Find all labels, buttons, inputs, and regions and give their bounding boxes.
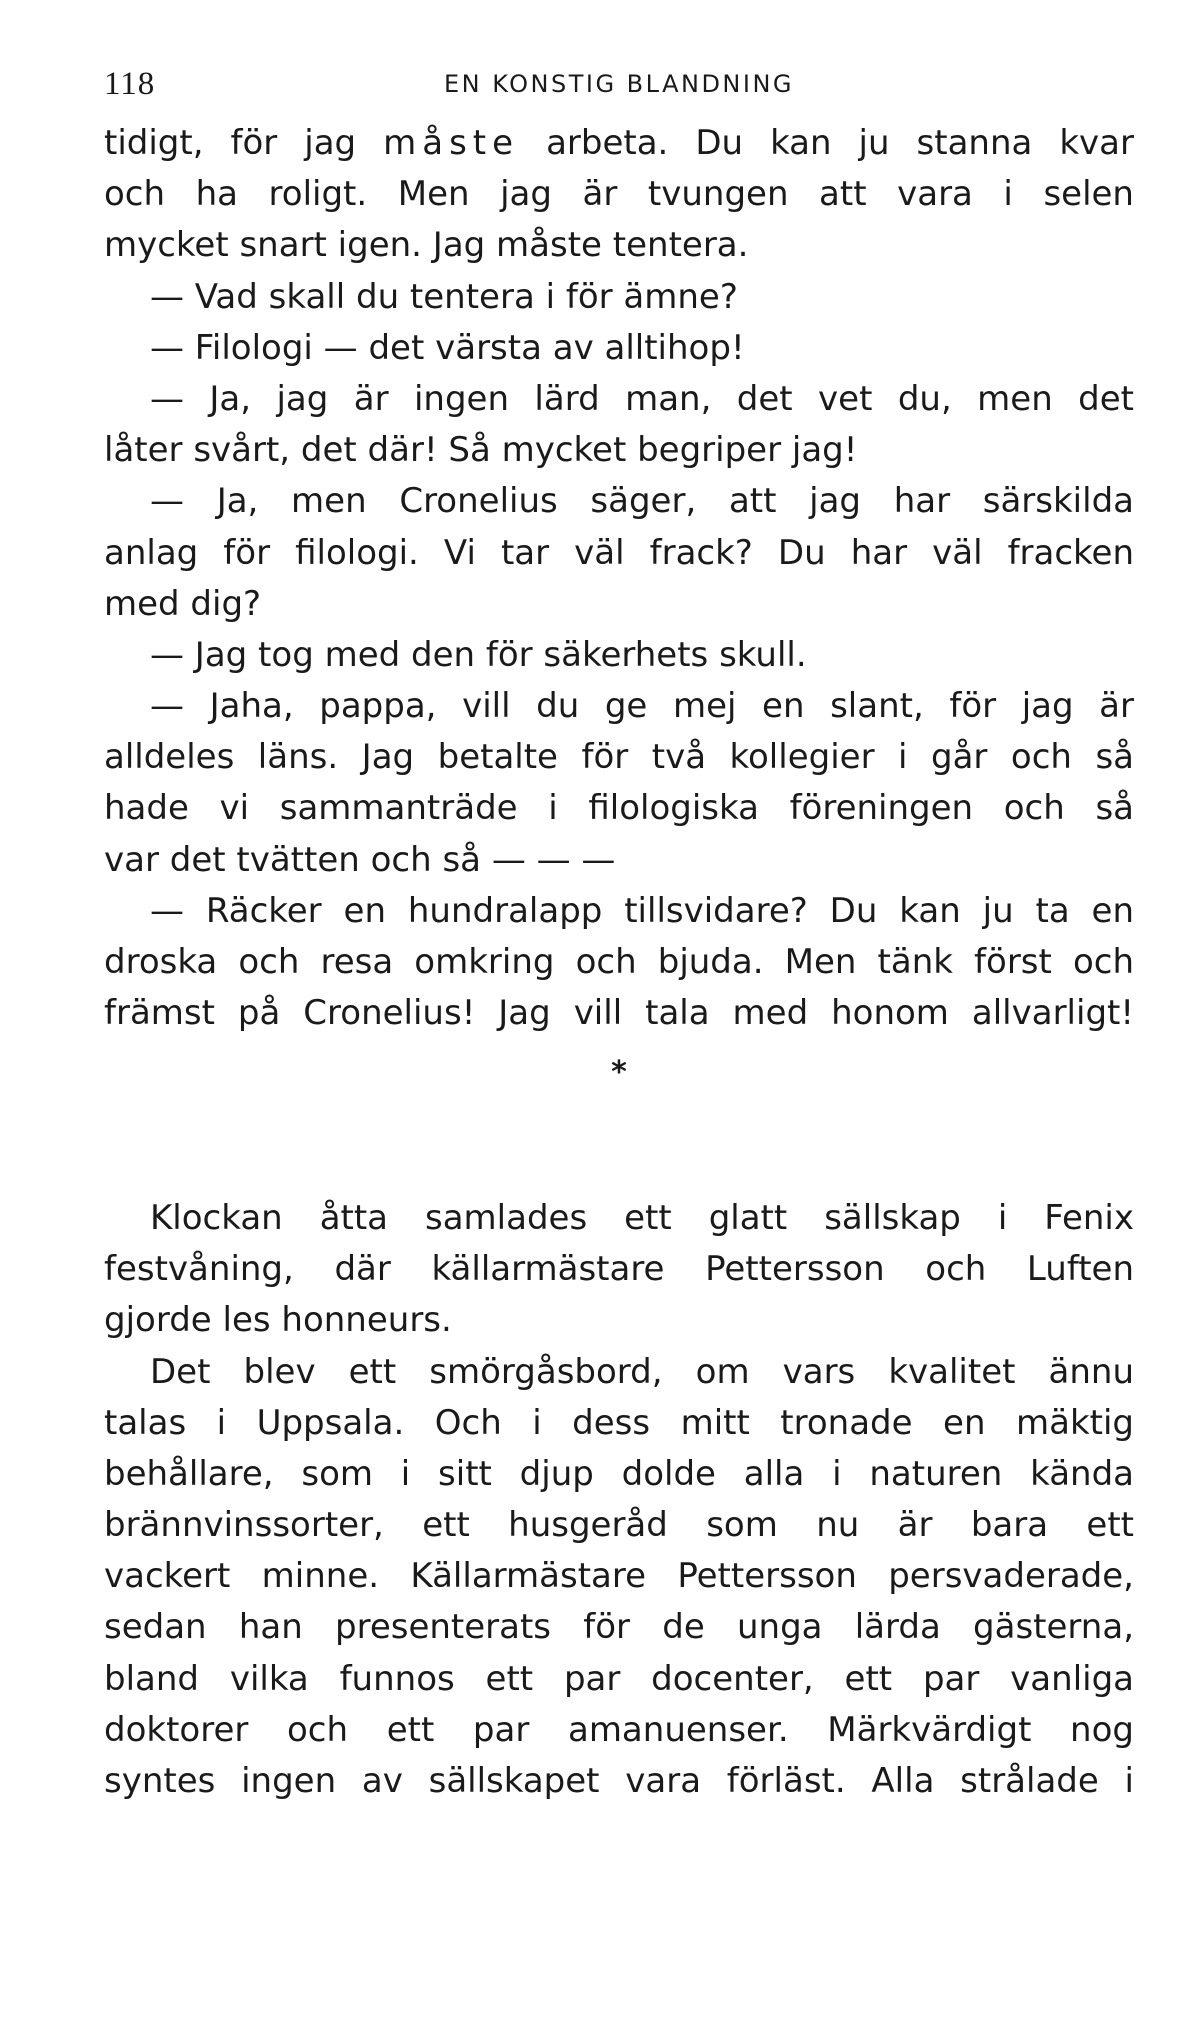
text-line: alldeles läns. Jag betalte för två kollegier i går och så bbox=[104, 737, 1134, 778]
text-line: med dig? bbox=[104, 583, 262, 624]
text-line: vackert minne. Källarmästare Pettersson persvaderade, bbox=[104, 1556, 1134, 1597]
text-line: — Ja, jag är ingen lärd man, det vet du, men det bbox=[150, 378, 1134, 419]
text-line: — Räcker en hundralapp tillsvidare? Du kan ju ta en bbox=[150, 890, 1134, 931]
text-line: doktorer och ett par amanuenser. Märkvärdigt nog bbox=[104, 1709, 1134, 1750]
text-line: anlag för filologi. Vi tar väl frack? Du har väl fracken bbox=[104, 532, 1134, 573]
text-line: främst på Cronelius! Jag vill tala med honom allvarligt! bbox=[104, 993, 1134, 1034]
text-line: gjorde les honneurs. bbox=[104, 1300, 452, 1341]
text-block-dialogue bbox=[104, 118, 1134, 1039]
text-line: bland vilka funnos ett par docenter, ett par vanliga bbox=[104, 1658, 1134, 1699]
text-line: — Vad skall du tentera i för ämne? bbox=[150, 276, 738, 317]
page-number: 118 bbox=[104, 66, 156, 102]
text-line: hade vi sammanträde i filologiska föreningen och så bbox=[104, 788, 1134, 829]
text-segment: arbeta. Du kan ju stanna kvar bbox=[519, 123, 1134, 163]
text-line: droska och resa omkring och bjuda. Men tänk först och bbox=[104, 942, 1134, 982]
text-line bbox=[104, 118, 1134, 169]
text-line: — Jag tog med den för säkerhets skull. bbox=[150, 634, 807, 675]
emphasized-word: måste bbox=[383, 123, 520, 163]
section-separator bbox=[104, 1039, 1134, 1193]
text-line: mycket snart igen. Jag måste tentera. bbox=[104, 225, 749, 266]
text-segment: tidigt, för jag bbox=[104, 123, 384, 163]
text-line: syntes ingen av sällskapet vara förläst. Alla strålade i bbox=[104, 1761, 1134, 1802]
text-line: och ha roligt. Men jag är tvungen att vara i selen bbox=[104, 174, 1134, 215]
text-line: var det tvätten och så — — — bbox=[104, 839, 616, 880]
text-line: — Ja, men Cronelius säger, att jag har särskilda bbox=[150, 481, 1134, 522]
text-line: Det blev ett smörgåsbord, om vars kvalitet ännu bbox=[150, 1351, 1134, 1392]
text-line: — Filologi — det värsta av alltihop! bbox=[150, 327, 745, 368]
text-line: — Jaha, pappa, vill du ge mej en slant, för jag är bbox=[150, 686, 1134, 727]
text-line: låter svårt, det där! Så mycket begriper jag! bbox=[104, 430, 858, 471]
text-line: festvåning, där källarmästare Pettersson och Luften bbox=[104, 1249, 1134, 1290]
body-text bbox=[104, 118, 1134, 1807]
text-line: talas i Uppsala. Och i dess mitt tronade en mäktig bbox=[104, 1402, 1134, 1443]
text-line: Klockan åtta samlades ett glatt sällskap i Fenix bbox=[150, 1197, 1134, 1238]
section-asterisk: * bbox=[611, 1055, 627, 1091]
text-line: sedan han presenterats för de unga lärda gästerna, bbox=[104, 1607, 1134, 1648]
text-block-narrative bbox=[104, 1193, 1134, 1807]
running-head: EN KONSTIG BLANDNING bbox=[443, 70, 795, 98]
text-line: brännvinssorter, ett husgeråd som nu är bara ett bbox=[104, 1505, 1134, 1546]
text-line: behållare, som i sitt djup dolde alla i naturen kända bbox=[104, 1453, 1134, 1494]
page-header bbox=[104, 60, 1134, 120]
